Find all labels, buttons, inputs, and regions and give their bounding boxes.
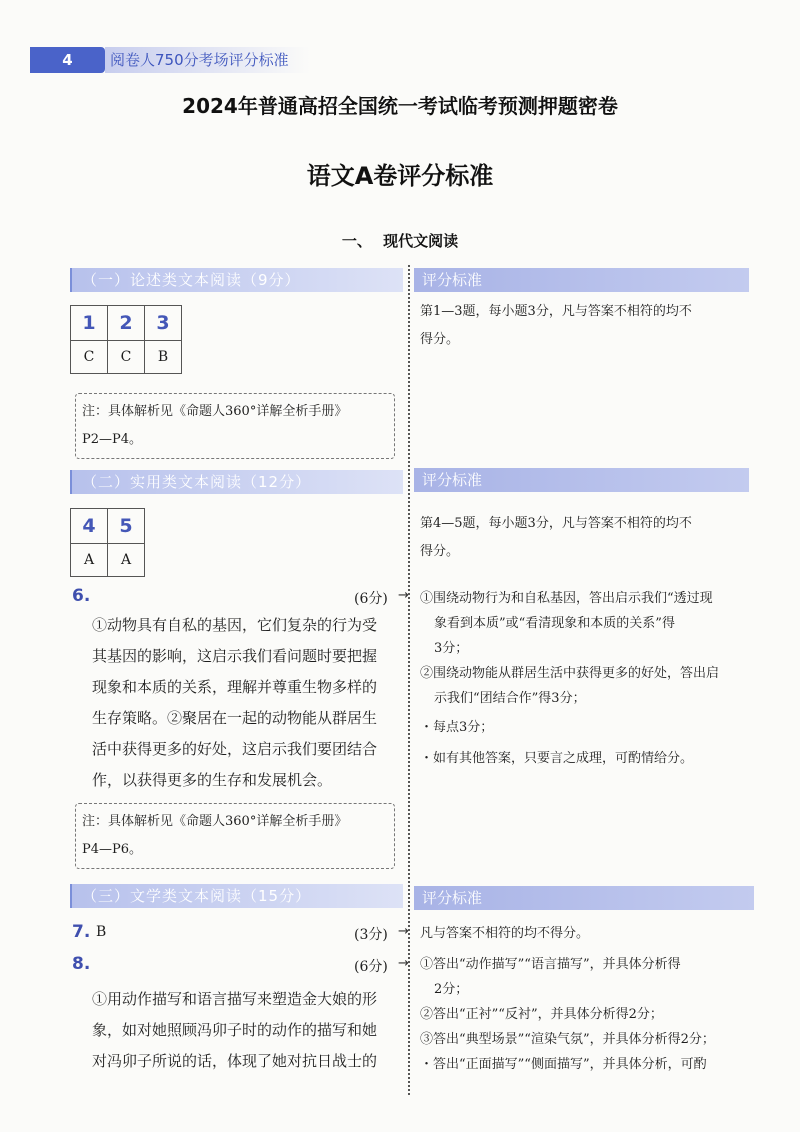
part2-answer-table: [70, 508, 145, 577]
note-line: P4—P6。: [82, 842, 143, 857]
answer-line: 活中获得更多的好处，这启示我们要团结合: [92, 740, 378, 758]
part2-title: （二）实用类文本阅读（12分）: [70, 470, 403, 494]
question-6-number: 6.: [72, 586, 91, 606]
arrow-icon: →: [398, 956, 409, 971]
part3-title: （三）文学类文本阅读（15分）: [70, 884, 403, 908]
rubric-line: 第4—5题，每小题3分，凡与答案不相符的均不: [420, 516, 692, 531]
rubric-line: 第1—3题，每小题3分，凡与答案不相符的均不: [420, 304, 692, 319]
answer-line: 对冯卯子所说的话，体现了她对抗日战士的: [92, 1052, 378, 1070]
table-cell: B: [145, 341, 182, 374]
table-cell: A: [71, 544, 108, 577]
rubric-line: ・如有其他答案，只要言之成理，可酌情给分。: [420, 751, 694, 766]
rubric-line: ・答出“正面描写”“侧面描写”，并具体分析，可酌: [420, 1057, 707, 1072]
arrow-icon: →: [398, 924, 409, 939]
answer-line: 生存策略。②聚居在一起的动物能从群居生: [92, 709, 378, 727]
question-6-rubric: [420, 586, 755, 771]
question-8-rubric: [420, 952, 755, 1077]
part1-rubric-title: 评分标准: [414, 268, 749, 292]
part1-note: [75, 393, 395, 459]
answer-line: ①用动作描写和语言描写来塑造金大娘的形: [92, 990, 378, 1008]
rubric-line: 3分；: [434, 641, 469, 656]
note-line: 注：具体解析见《命题人360°详解全析手册》: [82, 814, 348, 829]
rubric-line: 示我们“团结合作”得3分；: [434, 691, 586, 706]
arrow-icon: →: [398, 588, 409, 603]
table-cell: C: [71, 341, 108, 374]
rubric-line: ①答出“动作描写”“语言描写”，并具体分析得: [420, 957, 681, 972]
rubric-line: ②答出“正衬”“反衬”，并具体分析得2分；: [420, 1007, 663, 1022]
rubric-line: ①围绕动物行为和自私基因，答出启示我们“透过现: [420, 591, 713, 606]
part1-answer-table: [70, 305, 182, 374]
part3-rubric-title: 评分标准: [414, 886, 754, 910]
table-header: 2: [108, 306, 145, 341]
part1-rubric: [420, 298, 750, 354]
table-header: 4: [71, 509, 108, 544]
part1-title: （一）论述类文本阅读（9分）: [70, 268, 403, 292]
answer-line: 象，如对她照顾冯卯子时的动作的描写和她: [92, 1021, 378, 1039]
rubric-line: ③答出“典型场景”“渲染气氛”，并具体分析得2分；: [420, 1032, 715, 1047]
rubric-line: 得分。: [420, 544, 460, 559]
question-8-answer: [92, 984, 401, 1077]
section-title: 一、 现代文阅读: [341, 232, 459, 250]
header-note: 阅卷人750分考场评分标准: [110, 51, 289, 69]
rubric-line: ・每点3分；: [420, 720, 494, 735]
question-8-score: (6分): [354, 959, 388, 975]
part2-rubric-title: 评分标准: [414, 468, 749, 492]
rubric-line: 得分。: [420, 332, 460, 347]
note-line: 注：具体解析见《命题人360°详解全析手册》: [82, 404, 348, 419]
answer-line: ①动物具有自私的基因，它们复杂的行为受: [92, 616, 378, 634]
rubric-line: ②围绕动物能从群居生活中获得更多的好处，答出启: [420, 666, 720, 681]
table-header: 3: [145, 306, 182, 341]
page-title: 2024年普通高招全国统一考试临考预测押题密卷: [182, 94, 618, 118]
answer-line: 其基因的影响，这启示我们看问题时要把握: [92, 647, 378, 665]
table-header: 1: [71, 306, 108, 341]
question-6-answer: [92, 610, 401, 796]
note-line: P2—P4。: [82, 432, 143, 447]
table-header: 5: [108, 509, 145, 544]
question-7-number: 7.: [72, 922, 91, 942]
page-subtitle: 语文A卷评分标准: [306, 162, 494, 190]
question-7-score: (3分): [354, 927, 388, 943]
answer-line: 作，以获得更多的生存和发展机会。: [92, 771, 333, 789]
question-8-number: 8.: [72, 954, 91, 974]
rubric-line: 象看到本质”或“看清现象和本质的关系”得: [434, 616, 675, 631]
table-cell: C: [108, 341, 145, 374]
part2-rubric: [420, 510, 750, 566]
question-7-answer: B: [96, 924, 107, 940]
answer-line: 现象和本质的关系，理解并尊重生物多样的: [92, 678, 378, 696]
part2-note: [75, 803, 395, 869]
rubric-line: 2分；: [434, 982, 469, 997]
page-number: 4: [30, 47, 105, 73]
question-7-rubric: 凡与答案不相符的均不得分。: [420, 926, 590, 941]
question-6-score: (6分): [354, 591, 388, 607]
table-cell: A: [108, 544, 145, 577]
